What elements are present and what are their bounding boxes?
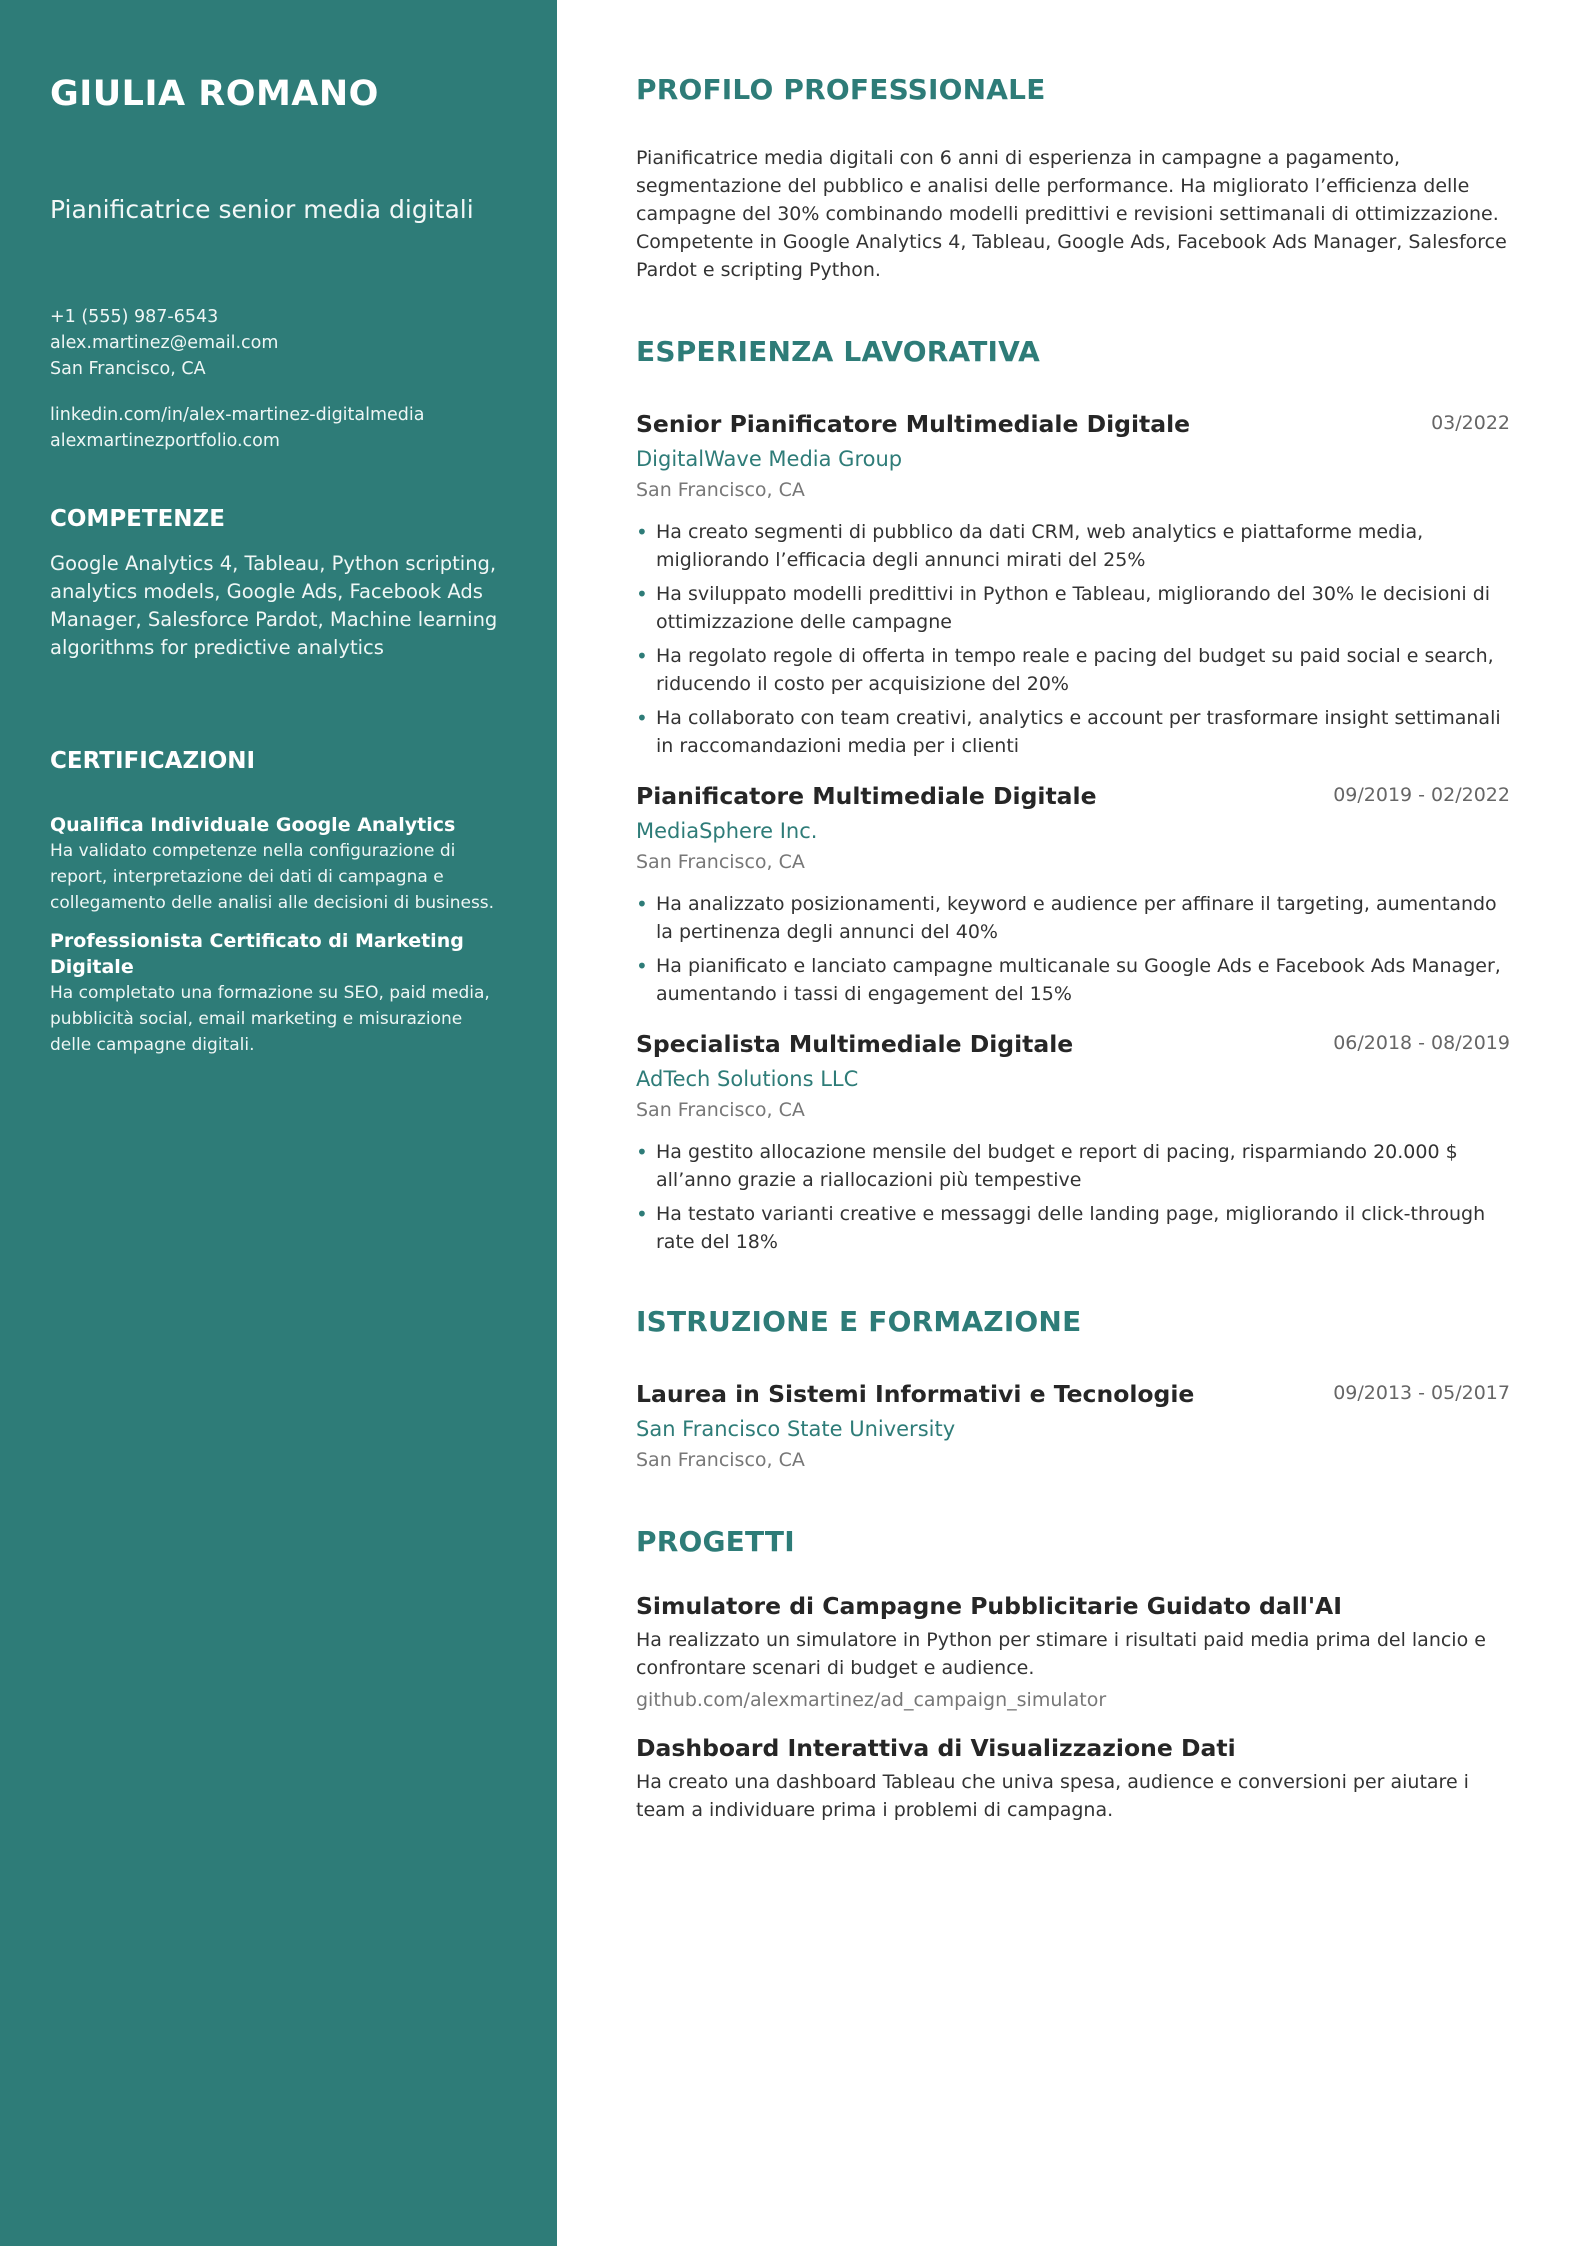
certification-title: Qualifica Individuale Google Analytics (50, 814, 456, 836)
certification-title: Professionista Certificato di Marketing Digitale (50, 930, 464, 978)
contact-block (50, 304, 507, 382)
project-entry (636, 1590, 1510, 1714)
job-date: 06/2018 - 08/2019 (1333, 1032, 1510, 1054)
job-bullet: • Ha analizzato posizionamenti, keyword e audience per affinare il targeting, aumentando la pertinenza degli annunci del 40% (636, 890, 1510, 946)
job-entry (636, 408, 1510, 760)
job-entry (636, 780, 1510, 1008)
profile-text: Pianificatrice media digitali con 6 anni di esperienza in campagne a pagamento, segmentazione del pubblico e analisi delle performance. Ha migliorato l’efficienza delle campagne del 30% combinando modelli predittivi e revisioni settimanali di ottimizzazione. Competente in Google Analytics 4, Tableau, Google Ads, Facebook Ads Manager, Salesforce Pardot e scripting Python. (636, 147, 1507, 281)
projects-section (636, 1524, 1510, 1824)
job-bullet: • Ha collaborato con team creativi, analytics e account per trasformare insight settimanali in raccomandazioni media per i clienti (636, 704, 1510, 760)
project-description: Ha realizzato un simulatore in Python per stimare i risultati paid media prima del lancio e confrontare scenari di budget e audience. (636, 1629, 1486, 1679)
job-location: San Francisco, CA (636, 479, 805, 501)
degree-title: Laurea in Sistemi Informativi e Tecnologie (636, 1380, 1195, 1408)
job-bullet: • Ha sviluppato modelli predittivi in Python e Tableau, migliorando del 30% le decisioni di ottimizzazione delle campagne (636, 580, 1510, 636)
contact-location: San Francisco, CA (50, 359, 206, 379)
experience-section (636, 334, 1510, 1256)
certification-description: Ha completato una formazione su SEO, paid media, pubblicità social, email marketing e misurazione delle campagne digitali. (50, 983, 490, 1055)
certification-item (50, 928, 507, 1058)
candidate-tagline: Pianificatrice senior media digitali (50, 195, 474, 224)
skills-heading: COMPETENZE (50, 506, 225, 532)
project-link[interactable]: github.com/alexmartinez/ad_campaign_simulator (636, 1689, 1107, 1711)
education-entry (636, 1378, 1510, 1474)
job-bullet: • Ha gestito allocazione mensile del budget e report di pacing, risparmiando 20.000 $ all’anno grazie a riallocazioni più tempestive (636, 1138, 1510, 1194)
job-company: DigitalWave Media Group (636, 447, 903, 471)
job-company: AdTech Solutions LLC (636, 1067, 859, 1091)
job-bullet: • Ha regolato regole di offerta in tempo reale e pacing del budget su paid social e search, riducendo il costo per acquisizione del 20% (636, 642, 1510, 698)
portfolio-link[interactable]: alexmartinezportfolio.com (50, 431, 280, 451)
main-content (636, 72, 1510, 1824)
job-location: San Francisco, CA (636, 851, 805, 873)
profile-section (636, 72, 1510, 284)
job-location: San Francisco, CA (636, 1099, 805, 1121)
job-bullets (636, 890, 1510, 1008)
job-date: 09/2019 - 02/2022 (1333, 784, 1510, 806)
project-entry (636, 1732, 1510, 1824)
job-bullet: • Ha creato segmenti di pubblico da dati CRM, web analytics e piattaforme media, migliorando l’efficacia degli annunci mirati del 25% (636, 518, 1510, 574)
skills-text: Google Analytics 4, Tableau, Python scripting, analytics models, Google Ads, Facebook Ads Manager, Salesforce Pardot, Machine learning algorithms for predictive analytics (50, 552, 498, 659)
projects-heading: PROGETTI (636, 1525, 795, 1558)
contact-links (50, 402, 507, 454)
job-title: Senior Pianificatore Multimediale Digitale (636, 410, 1191, 438)
profile-heading: PROFILO PROFESSIONALE (636, 73, 1046, 106)
education-heading: ISTRUZIONE E FORMAZIONE (636, 1305, 1082, 1338)
school-location: San Francisco, CA (636, 1449, 805, 1471)
sidebar (0, 0, 557, 2246)
job-bullet: • Ha testato varianti creative e messaggi delle landing page, migliorando il click-through rate del 18% (636, 1200, 1510, 1256)
job-company: MediaSphere Inc. (636, 819, 818, 843)
phone-number: +1 (555) 987-6543 (50, 307, 219, 327)
project-title: Dashboard Interattiva di Visualizzazione Dati (636, 1734, 1236, 1762)
linkedin-link[interactable]: linkedin.com/in/alex-martinez-digitalmedia (50, 405, 425, 425)
job-bullet: • Ha pianificato e lanciato campagne multicanale su Google Ads e Facebook Ads Manager, aumentando i tassi di engagement del 15% (636, 952, 1510, 1008)
job-bullets (636, 1138, 1510, 1256)
job-date: 03/2022 (1431, 412, 1510, 434)
job-title: Pianificatore Multimediale Digitale (636, 782, 1097, 810)
experience-heading: ESPERIENZA LAVORATIVA (636, 335, 1041, 368)
education-section (636, 1304, 1510, 1474)
certifications-list (50, 812, 507, 1058)
email-address: alex.martinez@email.com (50, 333, 279, 353)
project-title: Simulatore di Campagne Pubblicitarie Guidato dall'AI (636, 1592, 1342, 1620)
education-date: 09/2013 - 05/2017 (1333, 1382, 1510, 1404)
job-title: Specialista Multimediale Digitale (636, 1030, 1074, 1058)
certification-description: Ha validato competenze nella configurazione di report, interpretazione dei dati di campagna e collegamento delle analisi alle decisioni di business. (50, 841, 495, 913)
job-entry (636, 1028, 1510, 1256)
school-name: San Francisco State University (636, 1417, 956, 1441)
candidate-name: GIULIA ROMANO (50, 74, 379, 114)
certifications-heading: CERTIFICAZIONI (50, 748, 256, 774)
job-bullets (636, 518, 1510, 760)
project-description: Ha creato una dashboard Tableau che univa spesa, audience e conversioni per aiutare i team a individuare prima i problemi di campagna. (636, 1771, 1469, 1821)
certification-item (50, 812, 507, 916)
